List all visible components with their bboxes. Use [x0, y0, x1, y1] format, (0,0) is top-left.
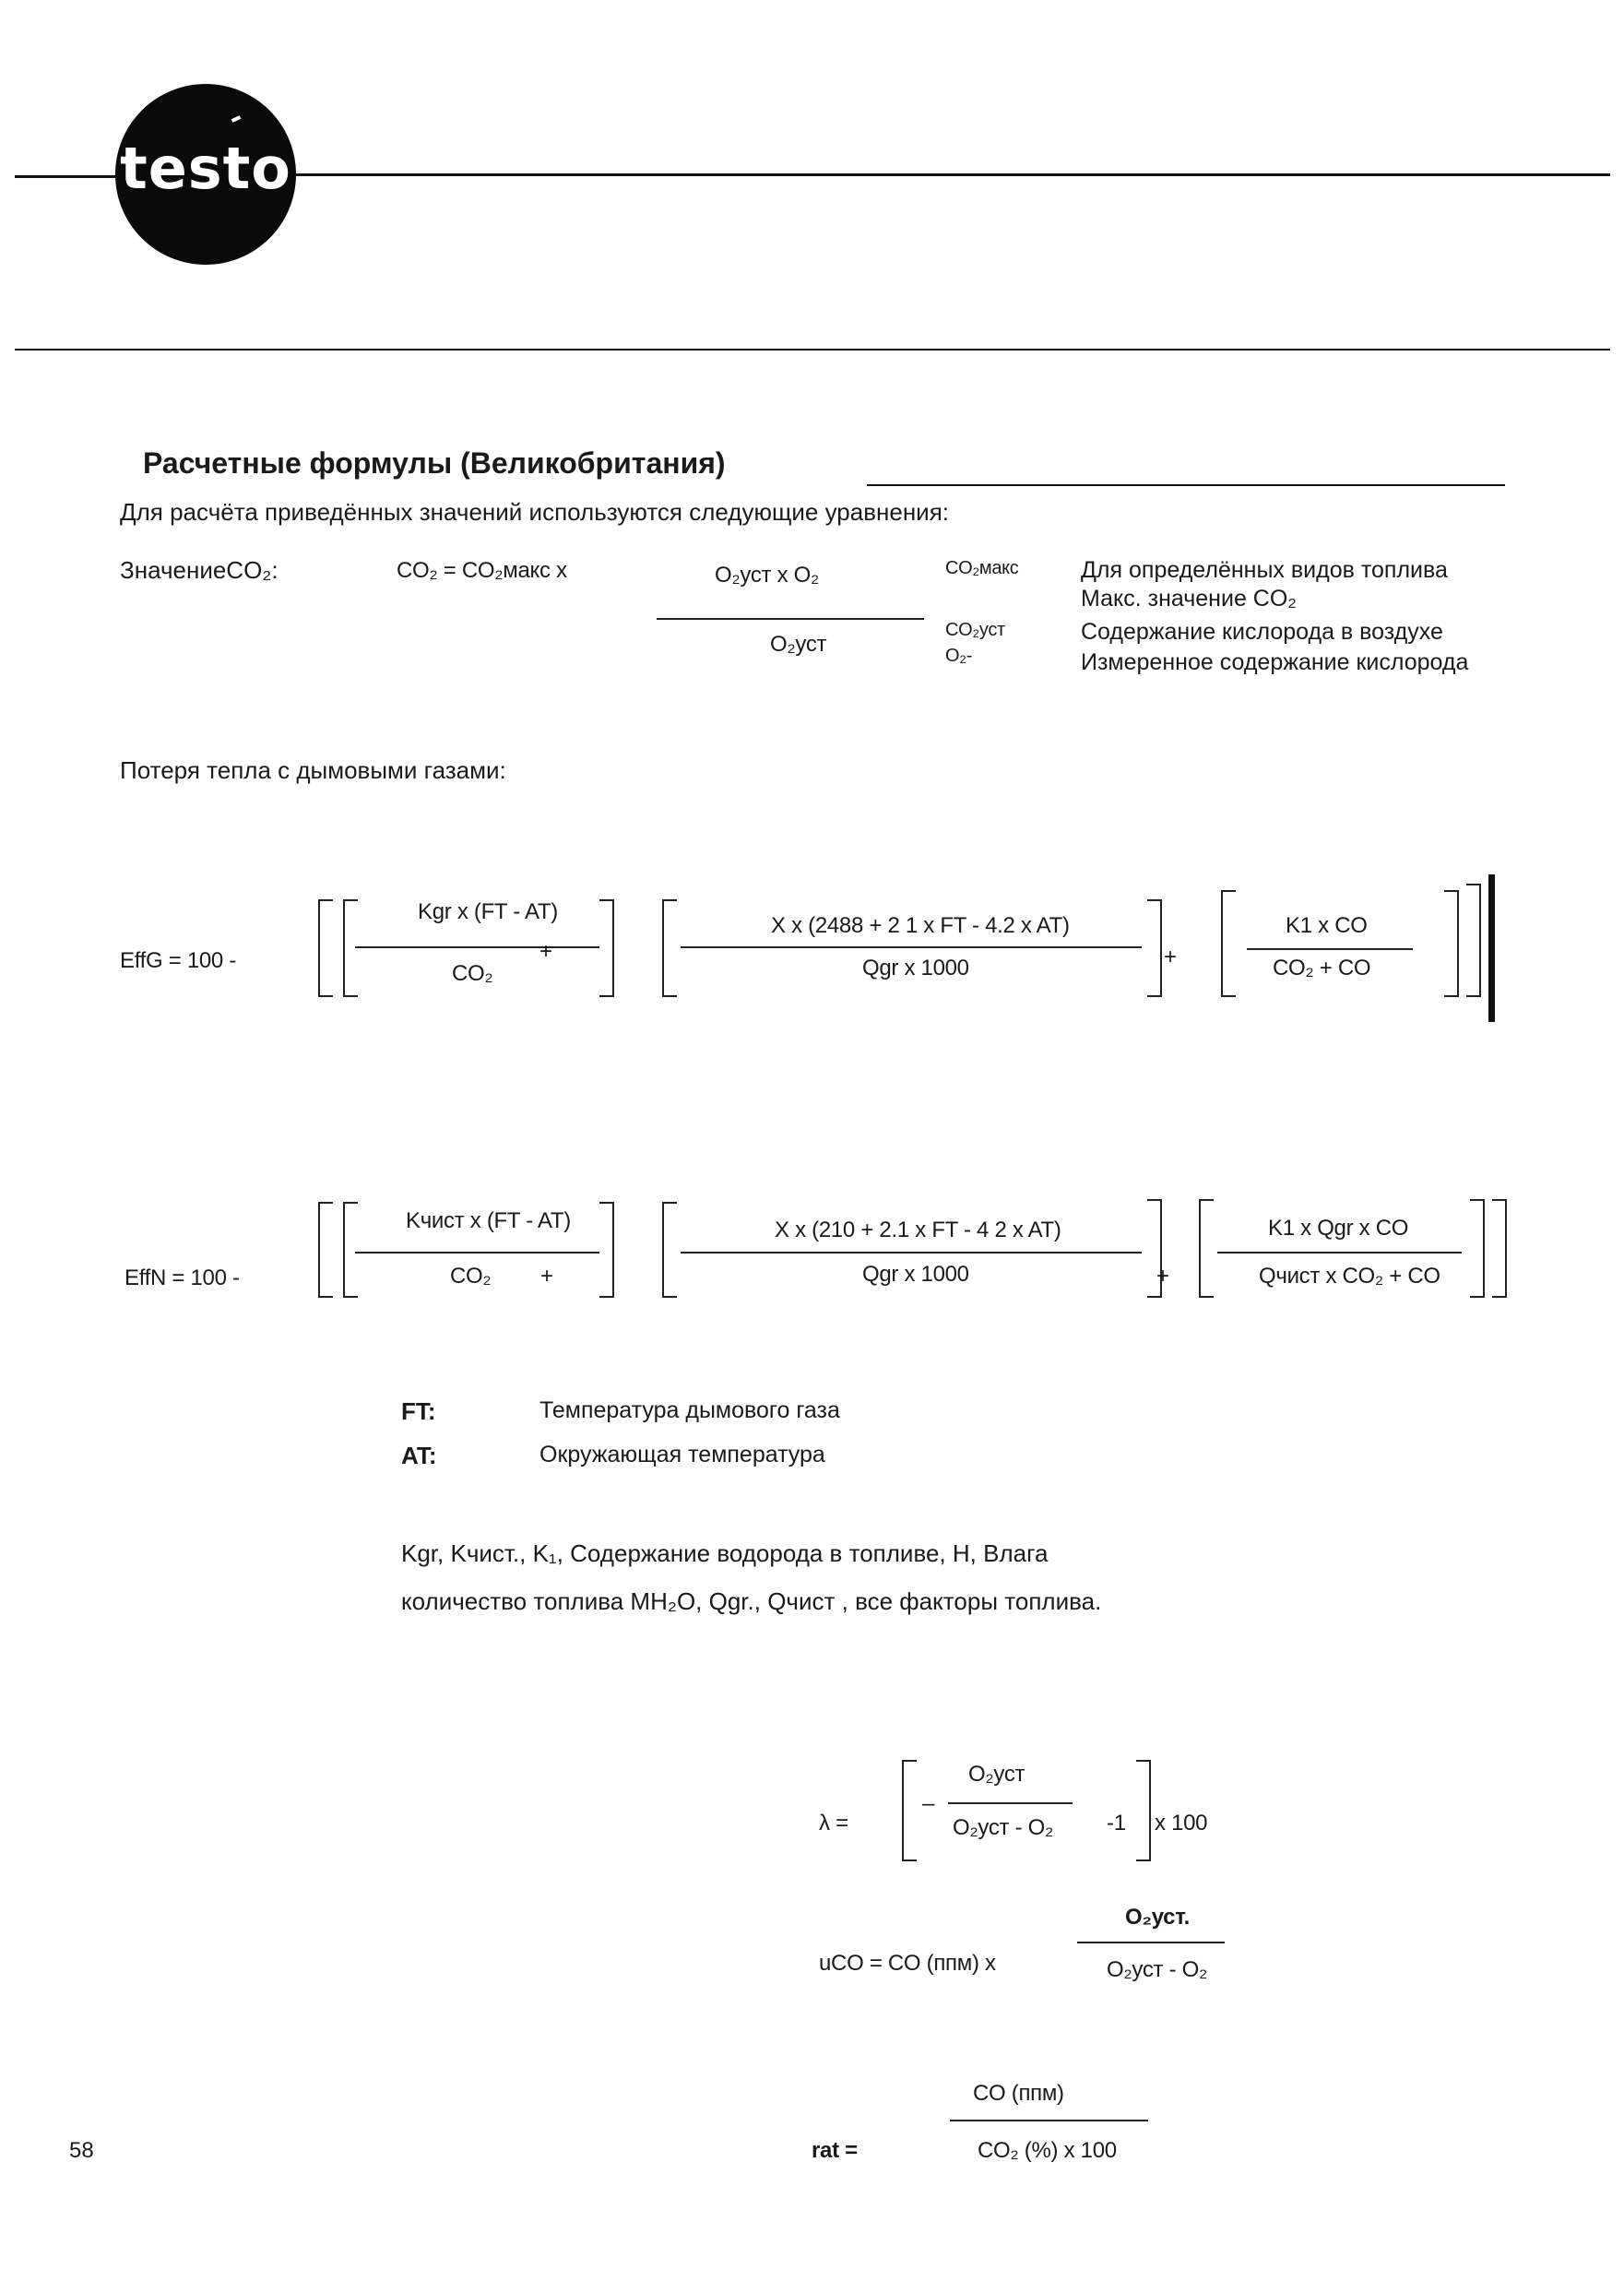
lambda-denominator: O₂уст - O₂: [953, 1815, 1054, 1840]
lambda-multiplier: x 100: [1155, 1811, 1208, 1836]
effg-t3-fraction-bar: [1247, 948, 1413, 950]
effg-bracket-3-right: [1444, 890, 1459, 997]
co2-formula-lhs: CO₂ = CO₂макс x: [397, 558, 567, 583]
header-rule-right: [293, 173, 1610, 176]
effn-t3-denominator: Qчист x CO₂ + CO: [1259, 1264, 1440, 1289]
effg-bracket-outer-right: [1466, 884, 1481, 997]
logo-text: testo: [120, 135, 291, 202]
lambda-bracket-right: [1136, 1760, 1151, 1861]
co2-numerator: O₂уст x O₂: [715, 563, 820, 588]
def-term-ft: FT:: [401, 1397, 436, 1425]
effg-bracket-1-right: [599, 899, 614, 997]
effg-t1-denominator: CO₂: [452, 961, 493, 986]
section-title: Расчетные формулы (Великобритания): [143, 446, 726, 480]
testo-logo: [115, 84, 296, 265]
effg-bracket-inner-left: [343, 899, 358, 997]
rat-denominator: CO₂ (%) x 100: [978, 2138, 1117, 2163]
co2-legend-4: Измеренное содержание кислорода: [1081, 649, 1469, 675]
co2-fraction-bar: [657, 618, 924, 620]
effn-bracket-3-right: [1470, 1199, 1485, 1298]
def-term-at: AT:: [401, 1442, 437, 1469]
effn-t2-numerator: X x (210 + 2.1 x FT - 4 2 x AT): [775, 1218, 1061, 1242]
factors-line-1: Kgr, Kчист., K₁, Содержание водорода в топливе, H, Влага: [401, 1539, 1049, 1567]
lambda-fraction-bar: [948, 1802, 1073, 1804]
def-desc-at: Окружающая температура: [539, 1442, 825, 1467]
effn-t3-fraction-bar: [1217, 1252, 1462, 1253]
effg-bracket-outer-left: [318, 899, 333, 997]
effn-t2-denominator: Qgr x 1000: [862, 1262, 969, 1287]
effn-bracket-1-right: [599, 1202, 614, 1298]
co2-symbol-o2: O₂-: [945, 646, 973, 666]
co2-label: ЗначениеCO₂:: [120, 556, 279, 584]
effn-t1-numerator: Kчист x (FT - AT): [406, 1208, 571, 1233]
co2-symbol-max: CO₂макс: [945, 558, 1019, 578]
effg-plus-1: +: [539, 939, 552, 964]
effg-t2-denominator: Qgr x 1000: [862, 956, 969, 980]
effg-t3-numerator: K1 x CO: [1286, 913, 1368, 938]
lambda-bracket-left: [902, 1760, 917, 1861]
logo-accent-mark: [231, 115, 242, 123]
page-number: 58: [69, 2138, 94, 2163]
effn-bracket-3-left: [1199, 1199, 1214, 1298]
effn-plus-2: +: [1156, 1264, 1169, 1289]
effg-right-bar: [1488, 874, 1495, 1022]
effg-t3-denominator: CO₂ + CO: [1273, 956, 1371, 980]
title-rule: [867, 484, 1505, 486]
effg-label: EffG = 100 -: [120, 948, 237, 973]
header-bottom-rule: [15, 349, 1610, 350]
co2-legend-2: Макс. значение CO₂: [1081, 586, 1297, 612]
effn-bracket-inner-left: [343, 1202, 358, 1298]
rat-numerator: CO (ппм): [973, 2081, 1064, 2106]
def-desc-ft: Температура дымового газа: [539, 1397, 840, 1423]
effg-t2-numerator: X x (2488 + 2 1 x FT - 4.2 x AT): [771, 913, 1070, 938]
effn-t3-numerator: K1 x Qgr x CO: [1268, 1216, 1409, 1241]
effn-label: EffN = 100 -: [124, 1265, 240, 1290]
effn-t1-denominator: CO₂: [450, 1264, 492, 1289]
rat-fraction-bar: [950, 2120, 1148, 2121]
lambda-label: λ =: [819, 1811, 848, 1836]
effg-bracket-2-left: [662, 899, 677, 997]
lambda-dash: –: [922, 1791, 935, 1816]
effg-bracket-2-right: [1147, 899, 1162, 997]
intro-text: Для расчёта приведённых значений используются следующие уравнения:: [120, 498, 950, 526]
effn-bracket-outer-left: [318, 1202, 333, 1298]
rat-label: rat =: [812, 2138, 858, 2163]
co2-denominator: O₂уст: [770, 632, 827, 657]
effg-plus-2: +: [1164, 945, 1177, 969]
lambda-numerator: O₂уст: [968, 1762, 1025, 1787]
co2-legend-1: Для определённых видов топлива: [1081, 557, 1448, 583]
uco-label: uCO = CO (ппм) x: [819, 1951, 996, 1976]
effg-t2-fraction-bar: [681, 946, 1142, 948]
co2-legend-3: Содержание кислорода в воздухе: [1081, 619, 1443, 645]
effn-t2-fraction-bar: [681, 1252, 1142, 1253]
header-rule-left: [15, 175, 118, 178]
effg-t1-numerator: Kgr x (FT - AT): [418, 899, 558, 924]
effg-bracket-3-left: [1221, 890, 1236, 997]
uco-denominator: O₂уст - O₂: [1107, 1957, 1208, 1982]
factors-line-2: количество топлива MH₂O, Qgr., Qчист , все факторы топлива.: [401, 1587, 1102, 1615]
effn-bracket-2-left: [662, 1202, 677, 1298]
co2-symbol-ust: CO₂уст: [945, 620, 1005, 640]
effn-plus-1: +: [540, 1264, 553, 1289]
effg-t1-fraction-bar: [355, 946, 599, 948]
uco-fraction-bar: [1077, 1942, 1225, 1943]
heat-loss-label: Потеря тепла с дымовыми газами:: [120, 756, 506, 784]
uco-numerator: O₂уст.: [1125, 1905, 1190, 1930]
lambda-minus-one: -1: [1107, 1811, 1126, 1836]
effn-bracket-outer-right: [1492, 1199, 1507, 1298]
effn-t1-fraction-bar: [355, 1252, 599, 1253]
